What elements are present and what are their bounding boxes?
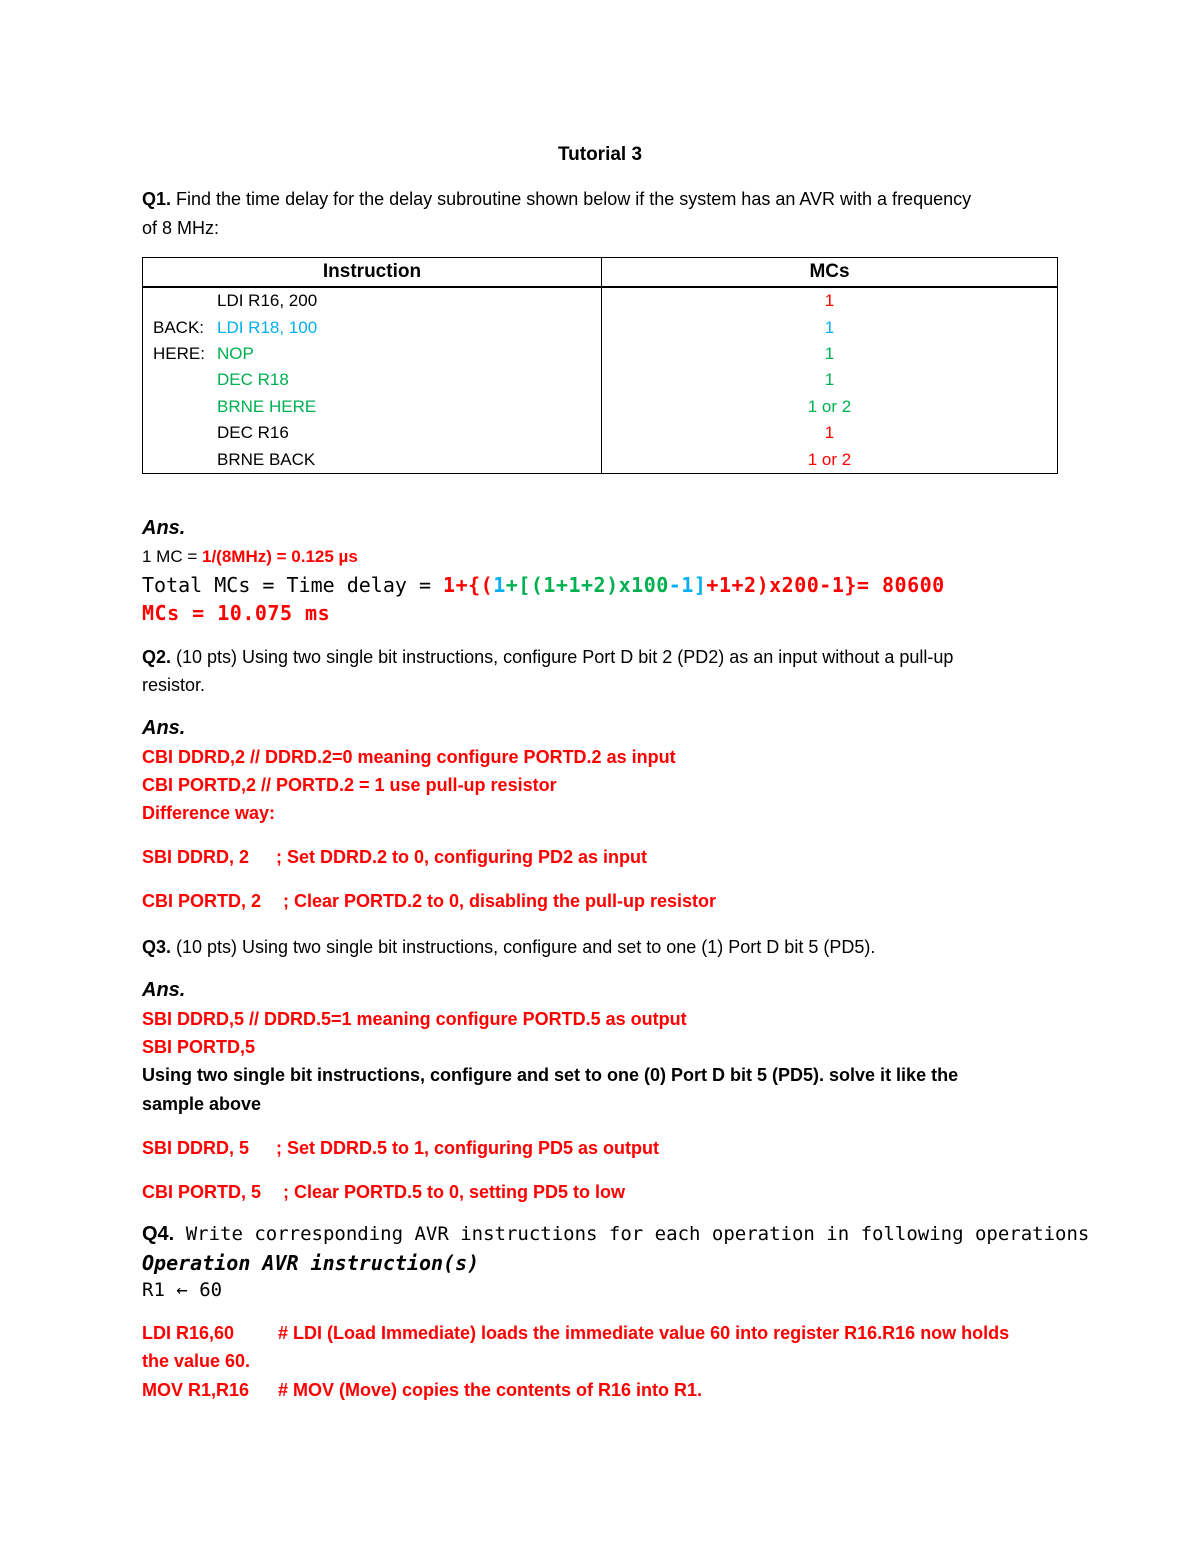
q2-ans-line2: CBI PORTD,2 // PORTD.2 = 1 use pull-up resistor	[142, 775, 557, 795]
q3-line4-code: CBI PORTD, 5	[142, 1182, 262, 1202]
mcs-cell: 1 or 2	[602, 446, 1058, 473]
instruction-label: HERE:	[153, 343, 205, 363]
mc-value: 1/(8MHz) = 0.125 µs	[202, 547, 358, 566]
q4-text: Write corresponding AVR instructions for each operation in following operations	[174, 1223, 1090, 1245]
instruction-cell	[143, 287, 602, 314]
q2-question-line1	[142, 647, 953, 668]
page-title: Tutorial 3	[557, 144, 643, 165]
mcs-cell: 1	[602, 341, 1058, 367]
instruction-text: DEC R16	[217, 423, 289, 443]
table-row	[143, 420, 1058, 446]
q2-ans-line3: Difference way:	[142, 803, 276, 823]
q3-note-line2: sample above	[142, 1094, 262, 1114]
q4-subheading: Operation AVR instruction(s)	[142, 1251, 480, 1275]
q1-question-line2: of 8 MHz:	[142, 218, 220, 238]
table-row	[143, 394, 1058, 420]
mcs-cell: 1	[602, 314, 1058, 340]
q4-label: Q4.	[142, 1223, 175, 1245]
q1-total-line2: MCs = 10.075 ms	[142, 601, 331, 625]
instruction-cell	[143, 341, 602, 367]
table-row	[143, 314, 1058, 340]
mcs-cell: 1 or 2	[602, 394, 1058, 420]
q3-note-line1: Using two single bit instructions, configure and set to one (0) Port D bit 5 (PD5). solve it like the	[142, 1065, 959, 1085]
total-prefix: Total MCs = Time delay =	[142, 573, 444, 597]
q3-ans-line4	[142, 1182, 625, 1203]
q2-text: (10 pts) Using two single bit instructions, configure Port D bit 2 (PD2) as an input without a pull-up	[171, 647, 954, 667]
table-header-instruction: Instruction	[143, 258, 602, 288]
total-p5: +1+2)x200-1}= 80600	[706, 573, 945, 597]
table-header-row	[143, 258, 1058, 288]
q2-ans-label: Ans.	[142, 717, 186, 739]
q2-ans-line1: CBI DDRD,2 // DDRD.2=0 meaning configure PORTD.2 as input	[142, 747, 676, 767]
q4-mov-line	[142, 1380, 702, 1401]
q3-question	[142, 937, 875, 958]
delay-subroutine-table	[142, 257, 1058, 474]
total-p3: +[(1+1+2)x100	[505, 573, 669, 597]
q2-line5-code: CBI PORTD, 2	[142, 891, 262, 911]
instruction-text: BRNE HERE	[217, 396, 317, 416]
q1-mc-line	[142, 547, 358, 567]
q2-question-line2: resistor.	[142, 675, 206, 695]
q1-total-line	[142, 573, 945, 597]
mcs-cell: 1	[602, 420, 1058, 446]
total-p1: 1+{(	[443, 573, 494, 597]
table-row	[143, 446, 1058, 473]
table-row	[143, 367, 1058, 393]
q3-line4-comment: ; Clear PORTD.5 to 0, setting PD5 to low	[283, 1182, 626, 1202]
mc-prefix: 1 MC =	[142, 547, 202, 566]
instruction-text: NOP	[217, 343, 254, 363]
q1-ans-label: Ans.	[142, 517, 186, 539]
q2-ans-line4	[142, 847, 647, 868]
q4-ldi-line2: the value 60.	[142, 1351, 251, 1371]
mcs-cell: 1	[602, 367, 1058, 393]
q1-text: Find the time delay for the delay subroutine shown below if the system has an AVR with a frequency	[171, 189, 972, 209]
total-p4: -1]	[668, 573, 707, 597]
q3-line3-comment: ; Set DDRD.5 to 1, configuring PD5 as output	[276, 1138, 660, 1158]
table-row	[143, 341, 1058, 367]
q3-ans-label: Ans.	[142, 979, 186, 1001]
instruction-cell	[143, 420, 602, 446]
instruction-text: DEC R18	[217, 370, 289, 390]
q1-label: Q1.	[142, 189, 172, 209]
instruction-cell	[143, 367, 602, 393]
instruction-cell	[143, 314, 602, 340]
instruction-cell	[143, 446, 602, 473]
q4-ldi-line	[142, 1323, 1009, 1344]
q2-ans-line5	[142, 891, 716, 912]
instruction-text: LDI R18, 100	[217, 317, 318, 337]
q2-line4-code: SBI DDRD, 2	[142, 847, 250, 867]
table-header-mcs: MCs	[602, 258, 1058, 288]
instruction-text: LDI R16, 200	[217, 291, 318, 311]
q1-question-line1	[142, 189, 971, 210]
q2-label: Q2.	[142, 647, 172, 667]
instruction-label: BACK:	[153, 317, 205, 337]
q3-ans-line1: SBI DDRD,5 // DDRD.5=1 meaning configure PORTD.5 as output	[142, 1009, 687, 1029]
q3-label: Q3.	[142, 937, 172, 957]
mcs-cell: 1	[602, 287, 1058, 314]
q4-operation: R1 ← 60	[142, 1279, 223, 1301]
q4-mov-comment: # MOV (Move) copies the contents of R16 into R1.	[278, 1380, 703, 1400]
instruction-cell	[143, 394, 602, 420]
q4-mov-code: MOV R1,R16	[142, 1380, 250, 1400]
q3-line3-code: SBI DDRD, 5	[142, 1138, 250, 1158]
q4-ldi-comment: # LDI (Load Immediate) loads the immediate value 60 into register R16.R16 now holds	[278, 1323, 1010, 1343]
q4-ldi-code: LDI R16,60	[142, 1323, 235, 1343]
q2-line5-comment: ; Clear PORTD.2 to 0, disabling the pull-up resistor	[283, 891, 717, 911]
q3-ans-line2: SBI PORTD,5	[142, 1037, 256, 1057]
q2-line4-comment: ; Set DDRD.2 to 0, configuring PD2 as input	[276, 847, 648, 867]
table-row	[143, 287, 1058, 314]
q4-question	[142, 1223, 1089, 1246]
instruction-text: BRNE BACK	[217, 449, 316, 469]
q3-text: (10 pts) Using two single bit instructions, configure and set to one (1) Port D bit 5 (PD5).	[171, 937, 876, 957]
q3-ans-line3	[142, 1138, 659, 1159]
total-p2: 1	[493, 573, 506, 597]
